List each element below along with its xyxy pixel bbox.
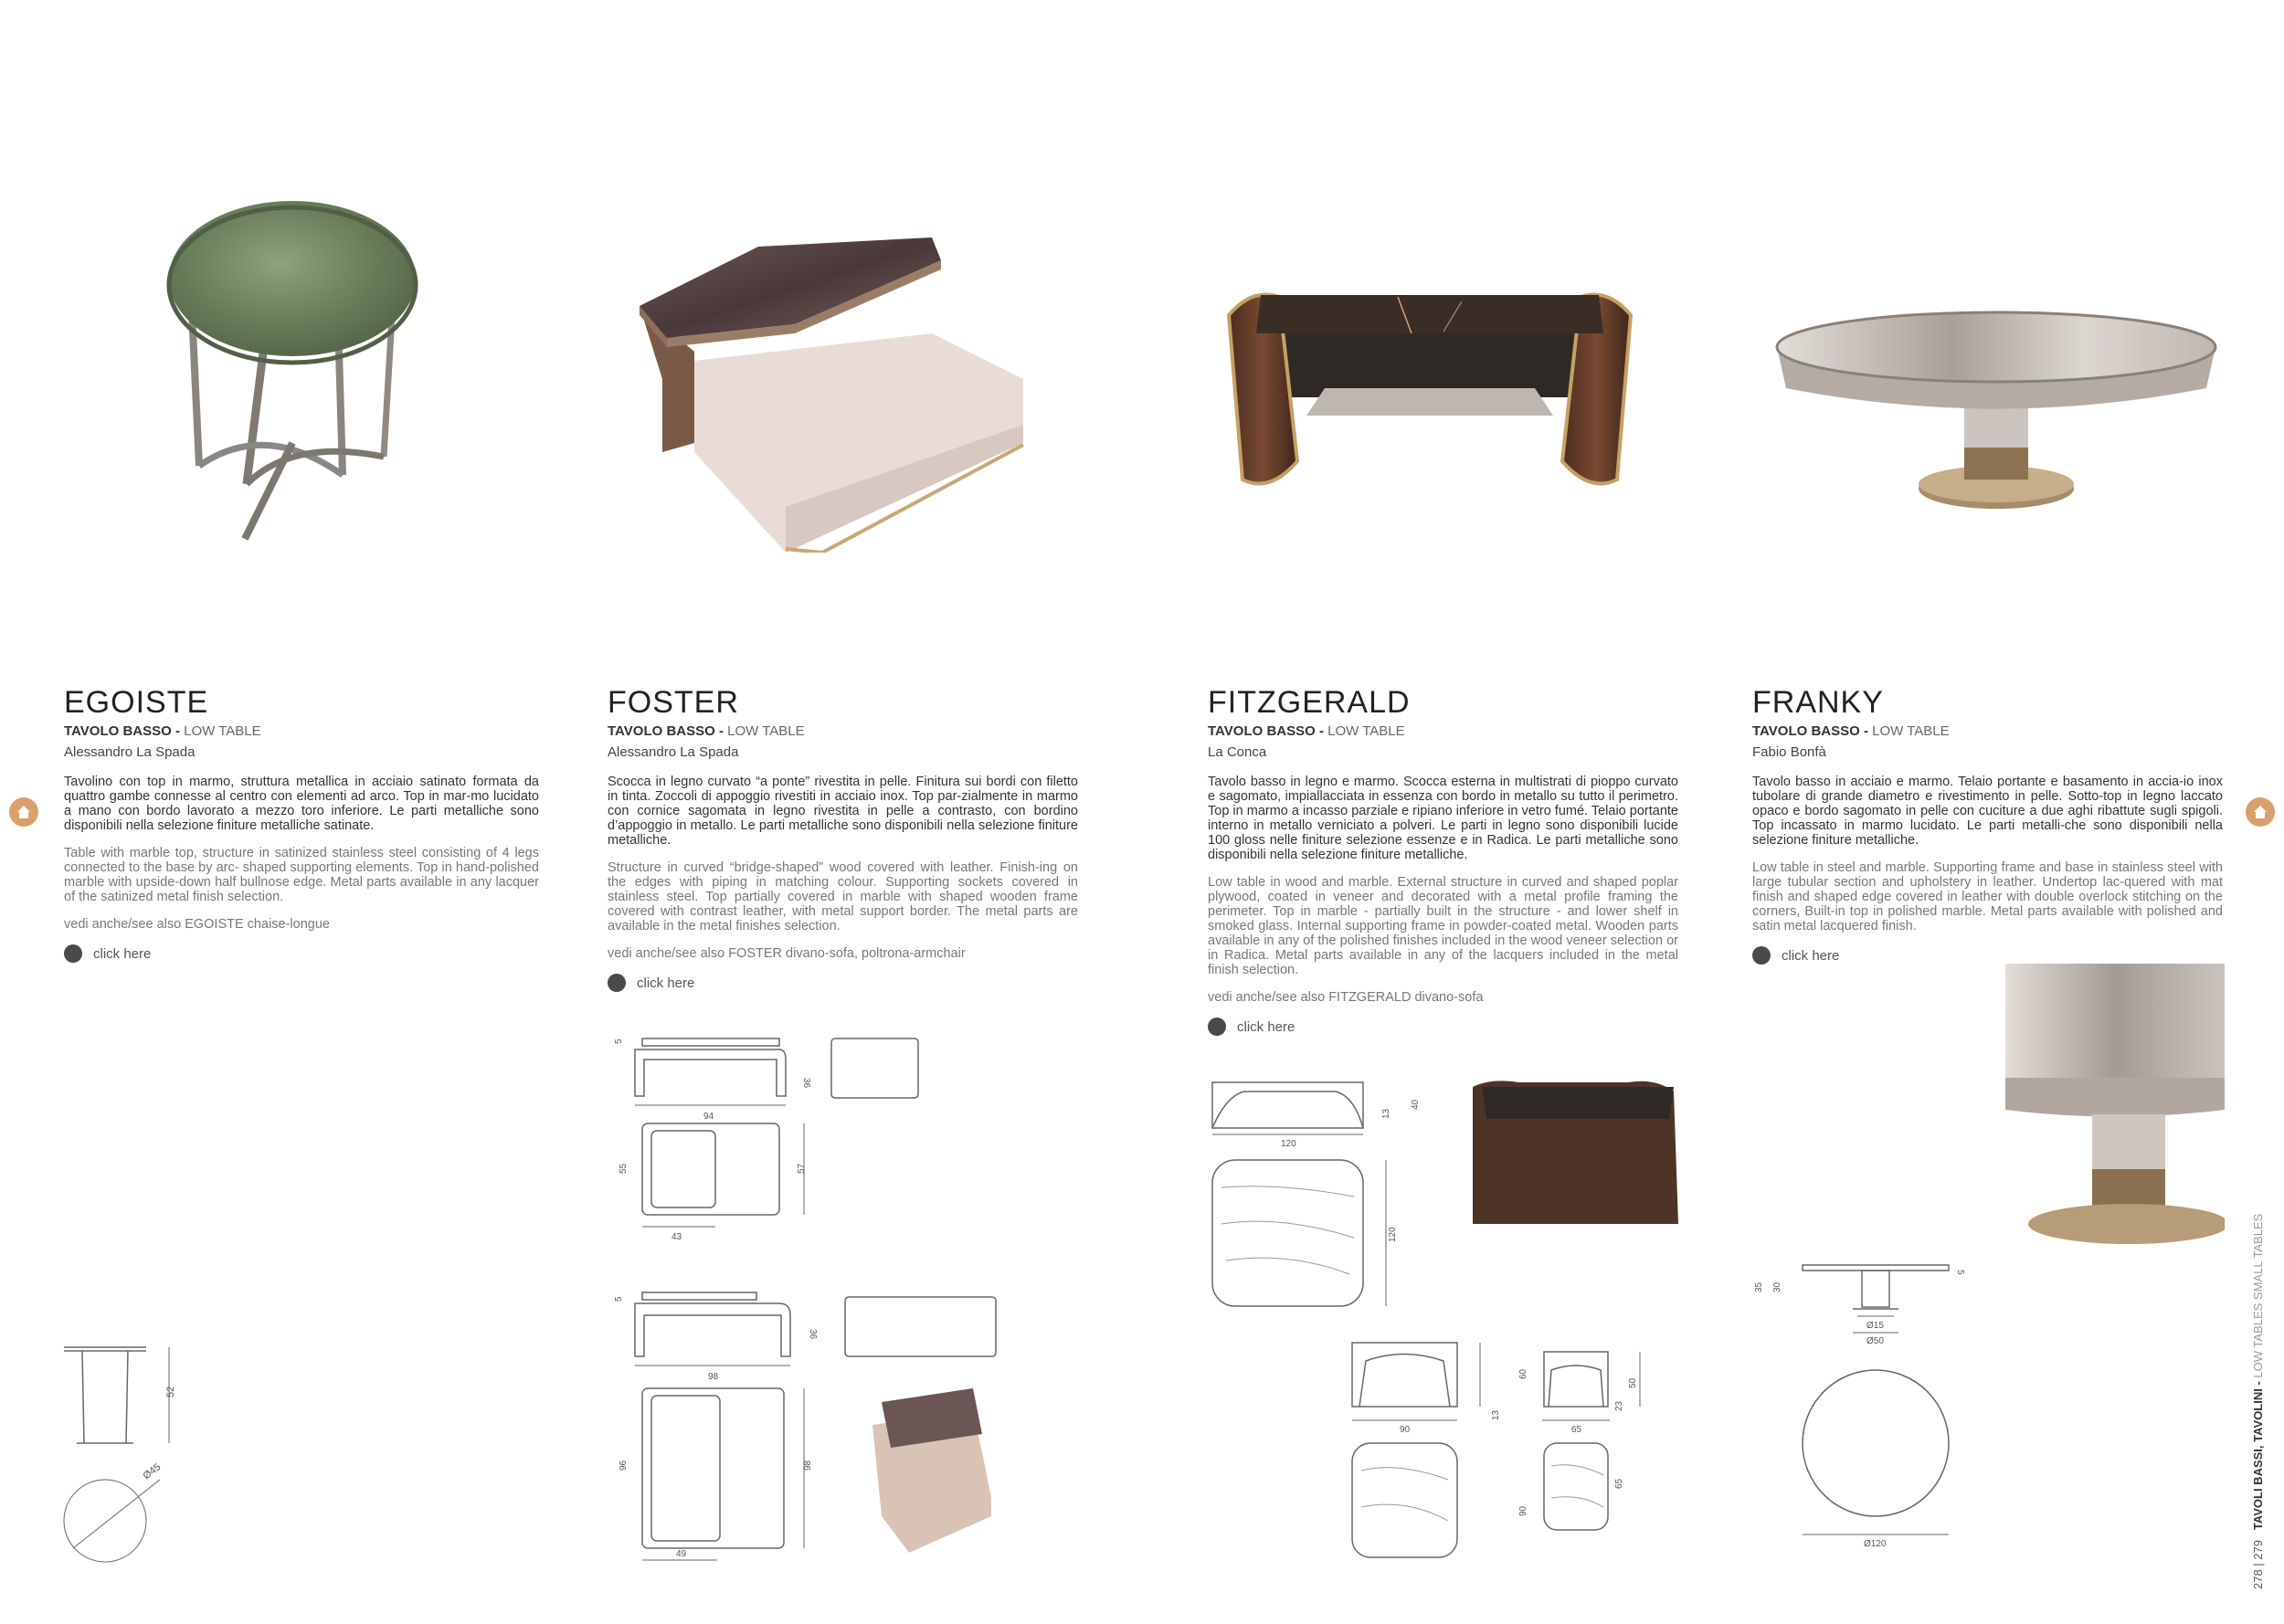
dim-e: 50 [1628,1377,1638,1388]
description-it: Tavolino con top in marmo, struttura metallica in acciaio satinato formata da quattro gambe connesse al centro con elementi ad arco. Top in mar-mo lucidato a mano con bordo lavorato a mezzo toro inferiore. Le parti metalliche sono disponibili nella selezione finiture metalliche satinate. [64,775,539,833]
product-egoiste [64,685,539,963]
egoiste-drawing [55,1334,238,1571]
bullet-icon [64,944,82,963]
section-title: TAVOLI BASSI, TAVOLINI - [2251,1381,2265,1531]
product-name: FITZGERALD [1208,685,1411,720]
dim-b: 60 [1518,1368,1528,1379]
dim-c: 23 [1614,1400,1624,1411]
foster-photo [640,233,1032,553]
description-it: Tavolo basso in acciaio e marmo. Telaio portante e basamento in accia-io inox tubolare di grande diametro e rivestimento in pelle. Sotto-top in legno laccato opaco e bordo sagomato in pelle con cuciture a due aghi ribattute sugli spigoli. Top incassato in marmo lucidato. Le parti metalli-che sono disponibili nella selezione finiture metalliche. [1752,775,2223,848]
click-here-link[interactable] [608,974,1078,992]
dim-width2: 65 [1571,1425,1582,1435]
home-button-left[interactable] [9,797,38,827]
product-subtitle [64,723,539,739]
foster-large-drawing [608,1288,1019,1571]
product-subtitle [608,723,1078,739]
product-subtitle [1208,723,1678,739]
subtitle-en: LOW TABLE [1327,723,1405,739]
product-designer: La Conca [1208,744,1267,760]
dim-top: 5 [614,1039,624,1044]
subtitle-it: TAVOLO BASSO - [608,723,724,739]
dim-d15: Ø15 [1866,1321,1884,1331]
subtitle-it: TAVOLO BASSO - [1752,723,1868,739]
see-also: vedi anche/see also EGOISTE chaise-longue [64,917,330,932]
dim-c: 5 [1955,1270,1965,1275]
description-en: Table with marble top, structure in satinized stainless steel consisting of 4 legs connected to the base by arc- shaped supporting elements. Top in hand-polished marble with upside-down half bullnose edge. Metal parts available in any lacquer of the satinized metal finish selection. [64,846,539,904]
dim-depth2: 98 [803,1460,813,1471]
dim-depth: 90 [1518,1505,1528,1516]
dim-depth2: 57 [797,1163,807,1174]
product-foster [608,685,1078,992]
description-en: Low table in steel and marble. Supporting frame and base in stainless steel with large tubular section and upholstery in leather. Undertop lac-quered with mat finish and shaped edge covered in leather with double overlock stitching on the corners, Built-in top in polished marble. Metal parts available with polished and satin metal lacquered finish. [1752,860,2223,933]
page-numbers: 278 | 279 [2251,1540,2265,1589]
dim-d120: Ø120 [1864,1539,1887,1549]
product-fitzgerald [1208,685,1678,1036]
dim-width2: 43 [671,1232,682,1242]
product-designer: Alessandro La Spada [608,744,739,760]
dim-a: 13 [1381,1108,1391,1119]
click-here-link[interactable] [64,944,539,963]
bullet-icon [1752,946,1771,965]
subtitle-en: LOW TABLE [1872,723,1950,739]
egoiste-diameter: Ø45 [141,1461,164,1482]
section-subtitle: LOW TABLES SMALL TABLES [2251,1213,2265,1378]
dim-width2: 49 [676,1549,687,1559]
fitzgerald-large-drawing [1208,1078,1683,1320]
franky-photo [1772,311,2220,521]
dim-depth2: 65 [1614,1478,1624,1489]
description-en: Structure in curved “bridge-shaped” wood covered with leather. Finish-ing on the edges with piping in matching colour. Supporting sockets covered in stainless steel. Top partially covered in marble with shaped wooden frame covered with contrast leather, with metal support border. The metal parts are available in the metal finishes selection. [608,860,1078,933]
dim-a: 13 [1491,1409,1501,1420]
product-name: FOSTER [608,685,739,720]
home-button-right[interactable] [2246,797,2275,827]
dim-a: 35 [1754,1281,1764,1292]
bullet-icon [608,974,626,992]
fitzgerald-small-drawing [1343,1334,1644,1580]
subtitle-it: TAVOLO BASSO - [1208,723,1324,739]
description-en: Low table in wood and marble. External structure in curved and shaped poplar plywood, coated in veneer and decorated with a metal profile framing the perimeter. Top in marble - partially built in the structure - and lower shelf in smoked glass. Internal supporting frame in powder-coated metal. Wooden parts available in any of the polished finishes included in the wood veneer selection or in Radica. Metal parts available in any of the lacquers included in the metal finish selection. [1208,875,1678,977]
dim-height: 36 [808,1329,818,1340]
product-name: FRANKY [1752,685,1884,720]
dim-d50: Ø50 [1866,1336,1884,1346]
click-here-link[interactable] [1752,946,2223,965]
see-also: vedi anche/see also FITZGERALD divano-sofa [1208,990,1484,1005]
fitzgerald-photo [1224,279,1635,498]
dim-width: 98 [708,1372,719,1382]
description-it: Scocca in legno curvato “a ponte” rivestita in pelle. Finitura sui bordi con filetto in tinta. Zoccoli di appoggio rivestiti in acciaio inox. Top par-zialmente in marmo con cornice sagomata in legno rivestita in pelle a contrasto, con bordino d’appoggio in metallo. Le parti metalliche sono disponibili nella selezione finiture metalliche. [608,775,1078,848]
dim-depth: 55 [619,1163,629,1174]
dim-depth: 120 [1388,1227,1398,1242]
dim-b: 30 [1772,1281,1782,1292]
home-icon [2246,797,2275,827]
click-label: click here [1237,1018,1295,1035]
product-name: EGOISTE [64,685,209,720]
page-tag [2251,1214,2265,1589]
egoiste-photo [155,201,429,548]
egoiste-height: 52 [165,1386,176,1397]
franky-drawing [1752,1256,1990,1557]
see-also: vedi anche/see also FOSTER divano-sofa, poltrona-armchair [608,946,966,961]
dim-top: 5 [614,1296,624,1302]
subtitle-en: LOW TABLE [727,723,805,739]
product-designer: Fabio Bonfà [1752,744,1826,760]
dim-height: 36 [801,1078,811,1089]
dim-width: 94 [703,1112,714,1122]
dim-width: 120 [1281,1139,1296,1149]
foster-small-drawing [608,1028,936,1247]
description-it: Tavolo basso in legno e marmo. Scocca esterna in multistrati di pioppo curvato e sagomato, impiallacciata in essenza con bordo in metallo su tutto il perimetro. Top in marmo a incasso parziale e ripiano inferiore in vetro fumé. Telaio portante interno in metallo verniciato a polveri. Le parti in legno sono disponibili lucide 100 gloss nelle finiture selezione essenze e in Radica. Le parti metalliche sono disponibili nella selezione finiture metalliche. [1208,775,1678,862]
franky-detail-photo [2005,964,2225,1247]
bullet-icon [1208,1018,1226,1036]
home-icon [9,797,38,827]
dim-depth: 96 [619,1460,629,1471]
subtitle-en: LOW TABLE [184,723,261,739]
click-label: click here [1782,947,1840,964]
click-here-link[interactable] [1208,1018,1678,1036]
product-subtitle [1752,723,2223,739]
product-franky [1752,685,2223,965]
dim-b: 40 [1411,1099,1421,1110]
click-label: click here [637,975,695,991]
click-label: click here [93,945,152,962]
dim-width: 90 [1400,1425,1411,1435]
subtitle-it: TAVOLO BASSO - [64,723,180,739]
product-designer: Alessandro La Spada [64,744,196,760]
